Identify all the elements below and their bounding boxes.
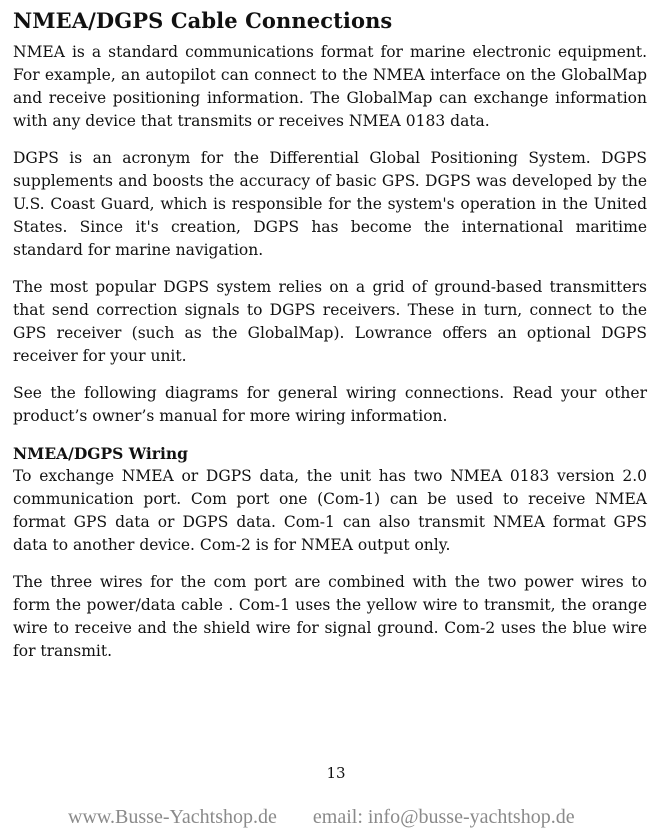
paragraph-com-ports: To exchange NMEA or DGPS data, the unit has two NMEA 0183 version 2.0 communication port. Com port one (Com-1) can be used to receive NMEA format GPS data or DGPS data. Com-1 can also transmit NMEA format GPS data to another device. Com-2 is for NMEA output only. [13, 467, 647, 554]
page-number: 13 [326, 764, 346, 782]
page-title: NMEA/DGPS Cable Connections [13, 8, 393, 33]
paragraph-nmea-intro: NMEA is a standard communications format for marine electronic equipment. For example, an autopilot can connect to the NMEA interface on the GlobalMap and receive positioning information. The GlobalMap can exchange information with any device that transmits or receives NMEA 0183 data. [13, 43, 647, 130]
paragraph-dgps-intro: DGPS is an acronym for the Differential Global Positioning System. DGPS supplements and boosts the accuracy of basic GPS. DGPS was developed by the U.S. Coast Guard, which is responsible for the system's operation in the United States. Since it's creation, DGPS has become the international maritime standard for marine navigation. [13, 149, 647, 259]
document-page [13, 6, 647, 677]
paragraph-dgps-system: The most popular DGPS system relies on a grid of ground-based transmitters that send correction signals to DGPS receivers. These in turn, connect to the GPS receiver (such as the GlobalMap). Lowrance offers an optional DGPS receiver for your unit. [13, 278, 647, 365]
paragraph-diagrams-note: See the following diagrams for general wiring connections. Read your other product’s owner’s manual for more wiring information. [13, 384, 647, 425]
footer-website: www.Busse-Yachtshop.de [68, 806, 277, 828]
footer-watermark [68, 806, 575, 829]
section-heading-wiring: NMEA/DGPS Wiring [13, 444, 188, 463]
footer-email: email: info@busse-yachtshop.de [312, 806, 575, 828]
paragraph-wire-colors: The three wires for the com port are combined with the two power wires to form the power/data cable . Com-1 uses the yellow wire to transmit, the orange wire to receive and the shield wire for signal ground. Com-2 uses the blue wire for transmit. [13, 573, 647, 660]
